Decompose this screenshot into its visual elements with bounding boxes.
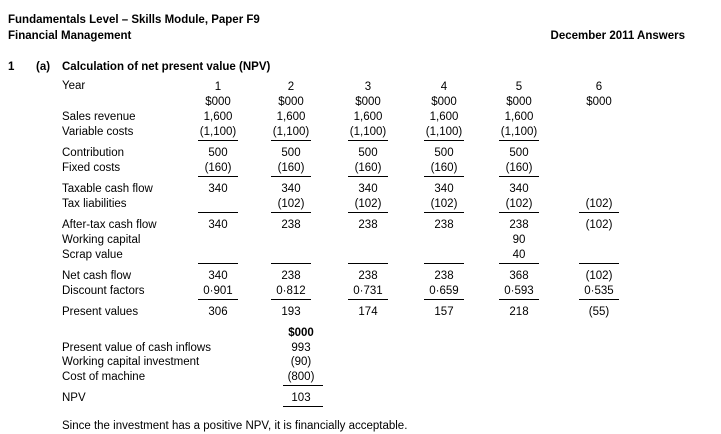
cell-discount-factor: 0·535 xyxy=(584,285,614,297)
rule-line xyxy=(198,263,238,264)
cell-taxable-cash-flow: 340 xyxy=(509,183,529,195)
rule-line xyxy=(348,299,388,300)
cell-taxable-cash-flow: 340 xyxy=(208,183,228,195)
cell-discount-factor: 0·593 xyxy=(504,285,534,297)
year-number: 1 xyxy=(214,81,222,93)
cell-contribution: 500 xyxy=(281,147,301,159)
rule-line xyxy=(198,299,238,300)
cell-fixed-costs: (160) xyxy=(430,162,458,174)
cell-contribution: 500 xyxy=(509,147,529,159)
cell-net-cash-flow: (102) xyxy=(585,270,613,282)
rule-line xyxy=(271,212,311,213)
rule-line xyxy=(579,212,619,213)
cell-sales-revenue: 1,600 xyxy=(276,111,306,123)
summary-label-cost-machine: Cost of machine xyxy=(62,371,146,383)
cell-contribution: 500 xyxy=(208,147,228,159)
cell-taxable-cash-flow: 340 xyxy=(358,183,378,195)
year-unit: $000 xyxy=(205,96,231,108)
cell-present-value: 157 xyxy=(434,306,454,318)
cell-fixed-costs: (160) xyxy=(277,162,305,174)
cell-after-tax-cash-flow: 238 xyxy=(358,219,378,231)
cell-net-cash-flow: 368 xyxy=(509,270,529,282)
row-label-present-values: Present values xyxy=(62,306,139,318)
rule-line xyxy=(424,140,464,141)
rule-line xyxy=(283,385,323,386)
rule-line xyxy=(579,263,619,264)
rule-line xyxy=(424,299,464,300)
cell-sales-revenue: 1,600 xyxy=(504,111,534,123)
rule-line xyxy=(579,299,619,300)
cell-present-value: (55) xyxy=(588,306,610,318)
row-label-variable-costs: Variable costs xyxy=(62,126,134,138)
row-label-scrap-value: Scrap value xyxy=(62,249,123,261)
exam-session: December 2011 Answers xyxy=(550,30,685,42)
row-label-taxable-cash-flow: Taxable cash flow xyxy=(62,183,153,195)
cell-variable-costs: (1,100) xyxy=(272,126,310,138)
question-title: Calculation of net present value (NPV) xyxy=(62,61,271,73)
summary-unit: $000 xyxy=(288,327,314,339)
row-label-sales-revenue: Sales revenue xyxy=(62,111,136,123)
cell-net-cash-flow: 238 xyxy=(358,270,378,282)
cell-after-tax-cash-flow: 238 xyxy=(281,219,301,231)
cell-net-cash-flow: 340 xyxy=(208,270,228,282)
year-number: 2 xyxy=(287,81,295,93)
year-unit: $000 xyxy=(355,96,381,108)
summary-label-pv-inflows: Present value of cash inflows xyxy=(62,342,211,354)
cell-tax-liabilities: (102) xyxy=(277,198,305,210)
rule-line xyxy=(348,176,388,177)
conclusion-text: Since the investment has a positive NPV, it is financially acceptable. xyxy=(62,420,408,432)
cell-fixed-costs: (160) xyxy=(204,162,232,174)
row-label-fixed-costs: Fixed costs xyxy=(62,162,121,174)
rule-line xyxy=(348,140,388,141)
paper-title: Fundamentals Level – Skills Module, Paper F9 xyxy=(8,14,260,26)
cell-variable-costs: (1,100) xyxy=(500,126,538,138)
cell-after-tax-cash-flow: 238 xyxy=(434,219,454,231)
cell-net-cash-flow: 238 xyxy=(281,270,301,282)
cell-contribution: 500 xyxy=(434,147,454,159)
cell-scrap-value: 40 xyxy=(512,249,526,261)
year-number: 4 xyxy=(440,81,448,93)
summary-value-cost-machine: (800) xyxy=(287,371,315,383)
year-unit: $000 xyxy=(431,96,457,108)
cell-net-cash-flow: 238 xyxy=(434,270,454,282)
rule-line xyxy=(198,140,238,141)
cell-taxable-cash-flow: 340 xyxy=(434,183,454,195)
cell-present-value: 218 xyxy=(509,306,529,318)
summary-value-wc-investment: (90) xyxy=(290,356,312,368)
rule-line xyxy=(271,299,311,300)
rule-line xyxy=(198,212,238,213)
row-label-after-tax-cash-flow: After-tax cash flow xyxy=(62,219,157,231)
cell-fixed-costs: (160) xyxy=(505,162,533,174)
year-label: Year xyxy=(62,80,86,92)
cell-sales-revenue: 1,600 xyxy=(353,111,383,123)
row-label-contribution: Contribution xyxy=(62,147,125,159)
cell-taxable-cash-flow: 340 xyxy=(281,183,301,195)
question-number: 1 xyxy=(8,61,15,73)
cell-discount-factor: 0·731 xyxy=(353,285,383,297)
rule-line xyxy=(348,212,388,213)
cell-tax-liabilities: (102) xyxy=(585,198,613,210)
cell-sales-revenue: 1,600 xyxy=(203,111,233,123)
cell-variable-costs: (1,100) xyxy=(199,126,237,138)
row-label-tax-liabilities: Tax liabilities xyxy=(62,198,127,210)
cell-tax-liabilities: (102) xyxy=(430,198,458,210)
rule-line xyxy=(348,263,388,264)
cell-after-tax-cash-flow: 340 xyxy=(208,219,228,231)
cell-present-value: 193 xyxy=(281,306,301,318)
cell-discount-factor: 0·901 xyxy=(203,285,233,297)
rule-line xyxy=(499,140,539,141)
row-label-discount-factors: Discount factors xyxy=(62,285,145,297)
year-unit: $000 xyxy=(278,96,304,108)
summary-value-pv-inflows: 993 xyxy=(291,342,311,354)
cell-variable-costs: (1,100) xyxy=(349,126,387,138)
cell-fixed-costs: (160) xyxy=(354,162,382,174)
rule-line xyxy=(198,176,238,177)
cell-sales-revenue: 1,600 xyxy=(429,111,459,123)
question-part: (a) xyxy=(36,61,51,73)
year-number: 3 xyxy=(364,81,372,93)
cell-variable-costs: (1,100) xyxy=(425,126,463,138)
cell-present-value: 306 xyxy=(208,306,228,318)
year-number: 6 xyxy=(595,81,603,93)
rule-line xyxy=(271,176,311,177)
summary-label-wc-investment: Working capital investment xyxy=(62,356,200,368)
cell-present-value: 174 xyxy=(358,306,378,318)
year-number: 5 xyxy=(515,81,523,93)
rule-line xyxy=(424,263,464,264)
year-unit: $000 xyxy=(586,96,612,108)
rule-line xyxy=(424,176,464,177)
rule-line xyxy=(283,406,323,407)
row-label-net-cash-flow: Net cash flow xyxy=(62,270,132,282)
cell-contribution: 500 xyxy=(358,147,378,159)
year-unit: $000 xyxy=(506,96,532,108)
rule-line xyxy=(271,263,311,264)
row-label-working-capital: Working capital xyxy=(62,234,141,246)
summary-label-npv: NPV xyxy=(62,392,86,404)
rule-line xyxy=(271,140,311,141)
cell-tax-liabilities: (102) xyxy=(505,198,533,210)
cell-tax-liabilities: (102) xyxy=(354,198,382,210)
rule-line xyxy=(499,212,539,213)
rule-line xyxy=(424,212,464,213)
paper-subtitle: Financial Management xyxy=(8,30,132,42)
cell-discount-factor: 0·659 xyxy=(429,285,459,297)
cell-discount-factor: 0·812 xyxy=(276,285,306,297)
rule-line xyxy=(499,299,539,300)
cell-after-tax-cash-flow: 238 xyxy=(509,219,529,231)
cell-working-capital: 90 xyxy=(512,234,526,246)
cell-after-tax-cash-flow: (102) xyxy=(585,219,613,231)
rule-line xyxy=(499,263,539,264)
summary-value-npv: 103 xyxy=(291,392,311,404)
rule-line xyxy=(499,176,539,177)
